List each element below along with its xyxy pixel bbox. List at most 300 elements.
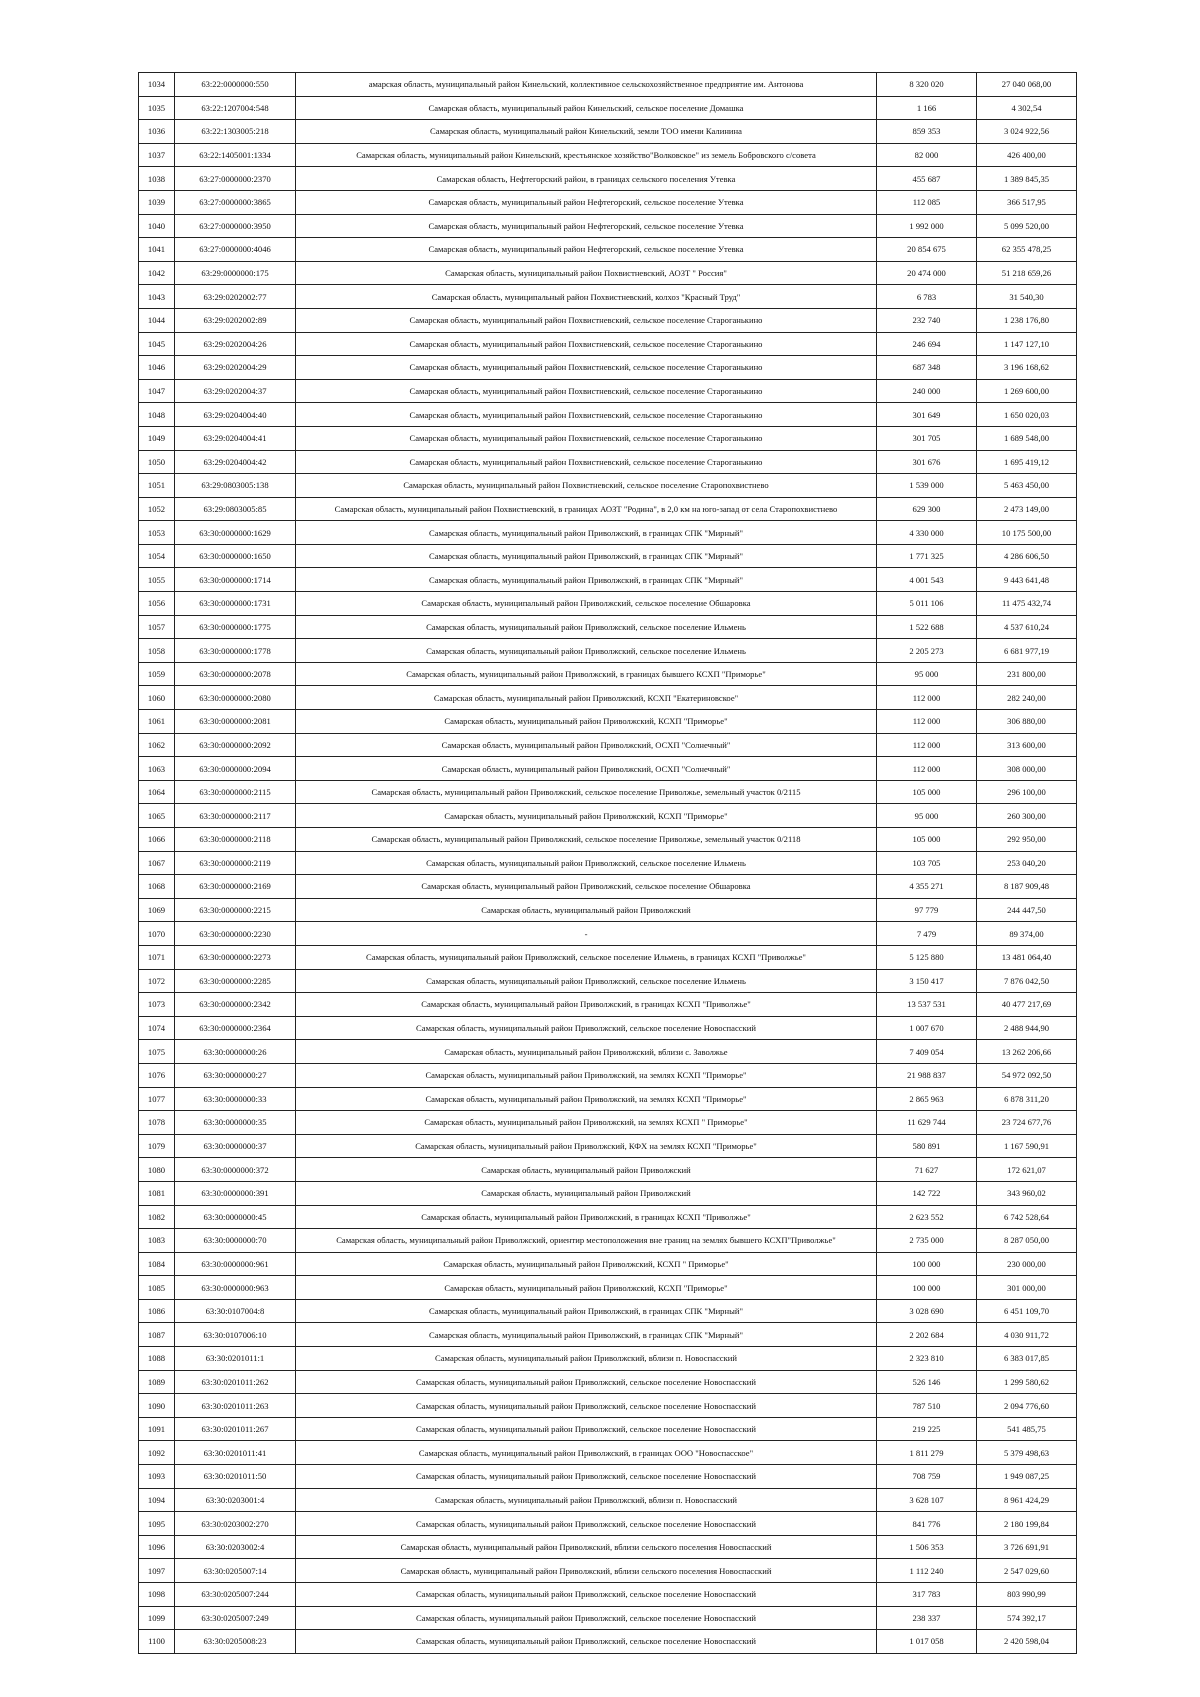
cadastral-number-cell: 63:29:0202004:29 bbox=[175, 356, 296, 380]
cadastral-value-cell: 8 961 424,29 bbox=[977, 1488, 1077, 1512]
cadastral-number-cell: 63:30:0000000:1714 bbox=[175, 568, 296, 592]
table-row bbox=[139, 1323, 1077, 1347]
cadastral-value-cell: 1 389 845,35 bbox=[977, 167, 1077, 191]
cadastral-number-cell: 63:30:0000000:45 bbox=[175, 1205, 296, 1229]
table-row bbox=[139, 450, 1077, 474]
area-cell: 1 506 353 bbox=[877, 1535, 977, 1559]
row-number-cell: 1069 bbox=[139, 898, 175, 922]
table-row bbox=[139, 285, 1077, 309]
cadastral-number-cell: 63:30:0000000:2115 bbox=[175, 780, 296, 804]
area-cell: 301 649 bbox=[877, 403, 977, 427]
cadastral-value-cell: 8 287 050,00 bbox=[977, 1229, 1077, 1253]
cadastral-value-cell: 308 000,00 bbox=[977, 757, 1077, 781]
table-row bbox=[139, 969, 1077, 993]
row-number-cell: 1045 bbox=[139, 332, 175, 356]
row-number-cell: 1079 bbox=[139, 1134, 175, 1158]
address-cell: Самарская область, муниципальный район Приволжский, в границах СПК "Мирный" bbox=[296, 568, 877, 592]
area-cell: 317 783 bbox=[877, 1583, 977, 1607]
cadastral-number-cell: 63:30:0000000:2169 bbox=[175, 875, 296, 899]
cadastral-value-cell: 7 876 042,50 bbox=[977, 969, 1077, 993]
cadastral-value-cell: 23 724 677,76 bbox=[977, 1111, 1077, 1135]
area-cell: 82 000 bbox=[877, 143, 977, 167]
area-cell: 105 000 bbox=[877, 828, 977, 852]
address-cell: Самарская область, муниципальный район Приволжский bbox=[296, 1158, 877, 1182]
cadastral-number-cell: 63:30:0000000:1778 bbox=[175, 639, 296, 663]
cadastral-value-cell: 13 481 064,40 bbox=[977, 945, 1077, 969]
table-row bbox=[139, 1063, 1077, 1087]
cadastral-value-cell: 2 547 029,60 bbox=[977, 1559, 1077, 1583]
area-cell: 1 112 240 bbox=[877, 1559, 977, 1583]
cadastral-number-cell: 63:29:0204004:40 bbox=[175, 403, 296, 427]
address-cell: Самарская область, муниципальный район Приволжский, сельское поселение Ильмень bbox=[296, 969, 877, 993]
address-cell: Самарская область, муниципальный район Приволжский, в границах КСХП "Приволжье" bbox=[296, 993, 877, 1017]
cadastral-number-cell: 63:30:0000000:1775 bbox=[175, 615, 296, 639]
table-row bbox=[139, 497, 1077, 521]
table-row bbox=[139, 1488, 1077, 1512]
row-number-cell: 1046 bbox=[139, 356, 175, 380]
area-cell: 2 205 273 bbox=[877, 639, 977, 663]
address-cell: Самарская область, муниципальный район Приволжский, на землях КСХП " Приморье" bbox=[296, 1111, 877, 1135]
row-number-cell: 1087 bbox=[139, 1323, 175, 1347]
table-row bbox=[139, 426, 1077, 450]
cadastral-number-cell: 63:30:0000000:70 bbox=[175, 1229, 296, 1253]
cadastral-number-cell: 63:30:0201011:50 bbox=[175, 1465, 296, 1489]
address-cell: Самарская область, муниципальный район Похвистневский, в границах АОЗТ "Родина", в 2,0 км на юго-запад от села Старопохвистнево bbox=[296, 497, 877, 521]
cadastral-value-cell: 2 180 199,84 bbox=[977, 1512, 1077, 1536]
table-row bbox=[139, 96, 1077, 120]
row-number-cell: 1070 bbox=[139, 922, 175, 946]
cadastral-value-cell: 313 600,00 bbox=[977, 733, 1077, 757]
address-cell: Самарская область, муниципальный район Похвистневский, сельское поселение Староганькино bbox=[296, 403, 877, 427]
row-number-cell: 1078 bbox=[139, 1111, 175, 1135]
area-cell: 841 776 bbox=[877, 1512, 977, 1536]
row-number-cell: 1093 bbox=[139, 1465, 175, 1489]
row-number-cell: 1044 bbox=[139, 308, 175, 332]
cadastral-value-cell: 6 451 109,70 bbox=[977, 1299, 1077, 1323]
area-cell: 13 537 531 bbox=[877, 993, 977, 1017]
cadastral-value-cell: 89 374,00 bbox=[977, 922, 1077, 946]
table-row bbox=[139, 828, 1077, 852]
address-cell: Самарская область, муниципальный район Похвистневский, сельское поселение Староганькино bbox=[296, 450, 877, 474]
address-cell: Самарская область, муниципальный район Приволжский, сельское поселение Обшаровка bbox=[296, 875, 877, 899]
cadastral-value-cell: 301 000,00 bbox=[977, 1276, 1077, 1300]
row-number-cell: 1047 bbox=[139, 379, 175, 403]
address-cell: Самарская область, муниципальный район Приволжский, ориентир местоположения вне границ на землях бывшего КСХП"Приволжье" bbox=[296, 1229, 877, 1253]
cadastral-value-cell: 8 187 909,48 bbox=[977, 875, 1077, 899]
area-cell: 240 000 bbox=[877, 379, 977, 403]
cadastral-value-cell: 574 392,17 bbox=[977, 1606, 1077, 1630]
table-row bbox=[139, 120, 1077, 144]
table-row bbox=[139, 1229, 1077, 1253]
cadastral-number-cell: 63:30:0201011:41 bbox=[175, 1441, 296, 1465]
address-cell: Самарская область, муниципальный район Приволжский, вблизи сельского поселения Новоспасский bbox=[296, 1559, 877, 1583]
table-row bbox=[139, 1370, 1077, 1394]
area-cell: 112 000 bbox=[877, 686, 977, 710]
area-cell: 112 000 bbox=[877, 710, 977, 734]
cadastral-value-cell: 31 540,30 bbox=[977, 285, 1077, 309]
row-number-cell: 1054 bbox=[139, 544, 175, 568]
table-row bbox=[139, 1465, 1077, 1489]
area-cell: 4 330 000 bbox=[877, 521, 977, 545]
area-cell: 2 202 684 bbox=[877, 1323, 977, 1347]
cadastral-number-cell: 63:30:0000000:27 bbox=[175, 1063, 296, 1087]
cadastral-number-cell: 63:30:0000000:2285 bbox=[175, 969, 296, 993]
area-cell: 580 891 bbox=[877, 1134, 977, 1158]
area-cell: 219 225 bbox=[877, 1417, 977, 1441]
cadastral-number-cell: 63:30:0107004:8 bbox=[175, 1299, 296, 1323]
table-row bbox=[139, 662, 1077, 686]
cadastral-value-cell: 1 147 127,10 bbox=[977, 332, 1077, 356]
address-cell: Самарская область, муниципальный район Похвистневский, сельское поселение Старопохвистнево bbox=[296, 474, 877, 498]
cadastral-number-cell: 63:30:0205007:244 bbox=[175, 1583, 296, 1607]
address-cell: Самарская область, муниципальный район Приволжский, вблизи с. Заволжье bbox=[296, 1040, 877, 1064]
area-cell: 95 000 bbox=[877, 662, 977, 686]
cadastral-value-cell: 2 094 776,60 bbox=[977, 1394, 1077, 1418]
table-row bbox=[139, 804, 1077, 828]
cadastral-number-cell: 63:30:0000000:2230 bbox=[175, 922, 296, 946]
row-number-cell: 1040 bbox=[139, 214, 175, 238]
row-number-cell: 1041 bbox=[139, 238, 175, 262]
cadastral-value-cell: 1 299 580,62 bbox=[977, 1370, 1077, 1394]
row-number-cell: 1065 bbox=[139, 804, 175, 828]
table-row bbox=[139, 1040, 1077, 1064]
table-row bbox=[139, 474, 1077, 498]
area-cell: 787 510 bbox=[877, 1394, 977, 1418]
area-cell: 1 166 bbox=[877, 96, 977, 120]
row-number-cell: 1096 bbox=[139, 1535, 175, 1559]
cadastral-number-cell: 63:30:0000000:2080 bbox=[175, 686, 296, 710]
area-cell: 1 017 058 bbox=[877, 1630, 977, 1654]
area-cell: 455 687 bbox=[877, 167, 977, 191]
cadastral-number-cell: 63:30:0000000:2081 bbox=[175, 710, 296, 734]
table-row bbox=[139, 1158, 1077, 1182]
cadastral-value-cell: 282 240,00 bbox=[977, 686, 1077, 710]
cadastral-value-cell: 5 463 450,00 bbox=[977, 474, 1077, 498]
cadastral-value-cell: 260 300,00 bbox=[977, 804, 1077, 828]
table-row bbox=[139, 733, 1077, 757]
row-number-cell: 1080 bbox=[139, 1158, 175, 1182]
cadastral-number-cell: 63:30:0000000:26 bbox=[175, 1040, 296, 1064]
address-cell: Самарская область, муниципальный район Похвистневский, АОЗТ " Россия" bbox=[296, 261, 877, 285]
area-cell: 687 348 bbox=[877, 356, 977, 380]
row-number-cell: 1077 bbox=[139, 1087, 175, 1111]
cadastral-number-cell: 63:30:0000000:2364 bbox=[175, 1016, 296, 1040]
area-cell: 859 353 bbox=[877, 120, 977, 144]
cadastral-value-cell: 6 742 528,64 bbox=[977, 1205, 1077, 1229]
table-row bbox=[139, 1512, 1077, 1536]
cadastral-number-cell: 63:22:1207004:548 bbox=[175, 96, 296, 120]
address-cell: Самарская область, муниципальный район Приволжский, сельское поселение Новоспасский bbox=[296, 1512, 877, 1536]
cadastral-number-cell: 63:30:0203002:270 bbox=[175, 1512, 296, 1536]
cadastral-value-cell: 426 400,00 bbox=[977, 143, 1077, 167]
row-number-cell: 1064 bbox=[139, 780, 175, 804]
area-cell: 7 409 054 bbox=[877, 1040, 977, 1064]
table-row bbox=[139, 686, 1077, 710]
area-cell: 3 628 107 bbox=[877, 1488, 977, 1512]
row-number-cell: 1066 bbox=[139, 828, 175, 852]
land-registry-table bbox=[138, 72, 1077, 1654]
row-number-cell: 1073 bbox=[139, 993, 175, 1017]
row-number-cell: 1059 bbox=[139, 662, 175, 686]
table-row bbox=[139, 1181, 1077, 1205]
address-cell: Самарская область, муниципальный район Приволжский, на землях КСХП "Приморье" bbox=[296, 1063, 877, 1087]
address-cell: Самарская область, муниципальный район Приволжский, на землях КСХП "Приморье" bbox=[296, 1087, 877, 1111]
table-row bbox=[139, 238, 1077, 262]
row-number-cell: 1061 bbox=[139, 710, 175, 734]
row-number-cell: 1035 bbox=[139, 96, 175, 120]
address-cell: Самарская область, муниципальный район Приволжский, в границах СПК "Мирный" bbox=[296, 521, 877, 545]
address-cell: Самарская область, муниципальный район Приволжский, сельское поселение Новоспасский bbox=[296, 1630, 877, 1654]
table-row bbox=[139, 1417, 1077, 1441]
address-cell: Самарская область, муниципальный район Похвистневский, сельское поселение Староганькино bbox=[296, 379, 877, 403]
table-row bbox=[139, 1276, 1077, 1300]
cadastral-number-cell: 63:30:0107006:10 bbox=[175, 1323, 296, 1347]
table-row bbox=[139, 1394, 1077, 1418]
area-cell: 232 740 bbox=[877, 308, 977, 332]
address-cell: Самарская область, муниципальный район Нефтегорский, сельское поселение Утевка bbox=[296, 190, 877, 214]
cadastral-number-cell: 63:30:0000000:1650 bbox=[175, 544, 296, 568]
cadastral-value-cell: 296 100,00 bbox=[977, 780, 1077, 804]
area-cell: 105 000 bbox=[877, 780, 977, 804]
cadastral-number-cell: 63:29:0202004:37 bbox=[175, 379, 296, 403]
address-cell: Самарская область, муниципальный район Приволжский, в границах СПК "Мирный" bbox=[296, 1323, 877, 1347]
cadastral-number-cell: 63:30:0000000:2342 bbox=[175, 993, 296, 1017]
cadastral-value-cell: 172 621,07 bbox=[977, 1158, 1077, 1182]
row-number-cell: 1095 bbox=[139, 1512, 175, 1536]
address-cell: Самарская область, муниципальный район Кинельский, сельское поселение Домашка bbox=[296, 96, 877, 120]
row-number-cell: 1060 bbox=[139, 686, 175, 710]
cadastral-number-cell: 63:30:0000000:1731 bbox=[175, 592, 296, 616]
area-cell: 100 000 bbox=[877, 1252, 977, 1276]
table-row bbox=[139, 922, 1077, 946]
row-number-cell: 1098 bbox=[139, 1583, 175, 1607]
row-number-cell: 1094 bbox=[139, 1488, 175, 1512]
row-number-cell: 1034 bbox=[139, 73, 175, 97]
table-row bbox=[139, 308, 1077, 332]
row-number-cell: 1053 bbox=[139, 521, 175, 545]
area-cell: 1 539 000 bbox=[877, 474, 977, 498]
cadastral-number-cell: 63:22:1303005:218 bbox=[175, 120, 296, 144]
cadastral-value-cell: 1 167 590,91 bbox=[977, 1134, 1077, 1158]
row-number-cell: 1052 bbox=[139, 497, 175, 521]
table-row bbox=[139, 332, 1077, 356]
row-number-cell: 1056 bbox=[139, 592, 175, 616]
area-cell: 112 085 bbox=[877, 190, 977, 214]
area-cell: 4 355 271 bbox=[877, 875, 977, 899]
row-number-cell: 1092 bbox=[139, 1441, 175, 1465]
area-cell: 103 705 bbox=[877, 851, 977, 875]
cadastral-number-cell: 63:30:0000000:2118 bbox=[175, 828, 296, 852]
cadastral-number-cell: 63:30:0000000:2078 bbox=[175, 662, 296, 686]
address-cell: Самарская область, муниципальный район Приволжский, КСХП " Приморье" bbox=[296, 1252, 877, 1276]
area-cell: 11 629 744 bbox=[877, 1111, 977, 1135]
row-number-cell: 1072 bbox=[139, 969, 175, 993]
row-number-cell: 1062 bbox=[139, 733, 175, 757]
cadastral-number-cell: 63:30:0000000:33 bbox=[175, 1087, 296, 1111]
table-row bbox=[139, 1535, 1077, 1559]
area-cell: 4 001 543 bbox=[877, 568, 977, 592]
cadastral-value-cell: 27 040 068,00 bbox=[977, 73, 1077, 97]
cadastral-number-cell: 63:27:0000000:3950 bbox=[175, 214, 296, 238]
cadastral-value-cell: 292 950,00 bbox=[977, 828, 1077, 852]
cadastral-value-cell: 343 960,02 bbox=[977, 1181, 1077, 1205]
row-number-cell: 1071 bbox=[139, 945, 175, 969]
address-cell: Самарская область, муниципальный район Приволжский, сельское поселение Обшаровка bbox=[296, 592, 877, 616]
table-row bbox=[139, 757, 1077, 781]
cadastral-number-cell: 63:30:0000000:372 bbox=[175, 1158, 296, 1182]
cadastral-value-cell: 1 949 087,25 bbox=[977, 1465, 1077, 1489]
row-number-cell: 1086 bbox=[139, 1299, 175, 1323]
cadastral-value-cell: 1 650 020,03 bbox=[977, 403, 1077, 427]
area-cell: 142 722 bbox=[877, 1181, 977, 1205]
table-row bbox=[139, 993, 1077, 1017]
row-number-cell: 1039 bbox=[139, 190, 175, 214]
cadastral-number-cell: 63:22:1405001:1334 bbox=[175, 143, 296, 167]
cadastral-value-cell: 253 040,20 bbox=[977, 851, 1077, 875]
area-cell: 526 146 bbox=[877, 1370, 977, 1394]
address-cell: Самарская область, муниципальный район Приволжский, в границах СПК "Мирный" bbox=[296, 1299, 877, 1323]
row-number-cell: 1048 bbox=[139, 403, 175, 427]
cadastral-number-cell: 63:30:0000000:2119 bbox=[175, 851, 296, 875]
cadastral-number-cell: 63:30:0000000:35 bbox=[175, 1111, 296, 1135]
address-cell: Самарская область, муниципальный район Приволжский, сельское поселение Новоспасский bbox=[296, 1417, 877, 1441]
address-cell: Самарская область, муниципальный район Приволжский, сельское поселение Ильмень bbox=[296, 639, 877, 663]
table-row bbox=[139, 615, 1077, 639]
table-row bbox=[139, 1299, 1077, 1323]
cadastral-value-cell: 231 800,00 bbox=[977, 662, 1077, 686]
address-cell: амарская область, муниципальный район Кинельский, коллективное сельскохозяйственное предприятие им. Антонова bbox=[296, 73, 877, 97]
cadastral-number-cell: 63:22:0000000:550 bbox=[175, 73, 296, 97]
cadastral-value-cell: 306 880,00 bbox=[977, 710, 1077, 734]
table-row bbox=[139, 544, 1077, 568]
area-cell: 2 323 810 bbox=[877, 1347, 977, 1371]
cadastral-number-cell: 63:29:0803005:85 bbox=[175, 497, 296, 521]
address-cell: Самарская область, муниципальный район Приволжский, ОСХП "Солнечный" bbox=[296, 733, 877, 757]
table-row bbox=[139, 143, 1077, 167]
cadastral-value-cell: 9 443 641,48 bbox=[977, 568, 1077, 592]
cadastral-number-cell: 63:30:0201011:263 bbox=[175, 1394, 296, 1418]
cadastral-value-cell: 1 269 600,00 bbox=[977, 379, 1077, 403]
cadastral-value-cell: 1 238 176,80 bbox=[977, 308, 1077, 332]
address-cell: Самарская область, муниципальный район Приволжский, сельское поселение Новоспасский bbox=[296, 1016, 877, 1040]
area-cell: 6 783 bbox=[877, 285, 977, 309]
row-number-cell: 1088 bbox=[139, 1347, 175, 1371]
table-row bbox=[139, 167, 1077, 191]
row-number-cell: 1038 bbox=[139, 167, 175, 191]
cadastral-value-cell: 2 473 149,00 bbox=[977, 497, 1077, 521]
address-cell: Самарская область, муниципальный район Приволжский, сельское поселение Приволжье, земельный участок 0/2118 bbox=[296, 828, 877, 852]
cadastral-number-cell: 63:30:0000000:963 bbox=[175, 1276, 296, 1300]
address-cell: Самарская область, муниципальный район Приволжский, вблизи п. Новоспасский bbox=[296, 1347, 877, 1371]
area-cell: 21 988 837 bbox=[877, 1063, 977, 1087]
row-number-cell: 1049 bbox=[139, 426, 175, 450]
cadastral-number-cell: 63:30:0205007:249 bbox=[175, 1606, 296, 1630]
table-row bbox=[139, 1087, 1077, 1111]
cadastral-value-cell: 4 286 606,50 bbox=[977, 544, 1077, 568]
address-cell: Самарская область, муниципальный район Приволжский, в границах ООО "Новоспасское" bbox=[296, 1441, 877, 1465]
area-cell: 3 028 690 bbox=[877, 1299, 977, 1323]
address-cell: Самарская область, муниципальный район Нефтегорский, сельское поселение Утевка bbox=[296, 214, 877, 238]
cadastral-value-cell: 6 681 977,19 bbox=[977, 639, 1077, 663]
cadastral-value-cell: 2 420 598,04 bbox=[977, 1630, 1077, 1654]
address-cell: Самарская область, муниципальный район Приволжский, ОСХП "Солнечный" bbox=[296, 757, 877, 781]
cadastral-value-cell: 244 447,50 bbox=[977, 898, 1077, 922]
cadastral-number-cell: 63:30:0000000:391 bbox=[175, 1181, 296, 1205]
cadastral-value-cell: 3 196 168,62 bbox=[977, 356, 1077, 380]
table-row bbox=[139, 592, 1077, 616]
address-cell: Самарская область, муниципальный район Приволжский, в границах бывшего КСХП "Приморье" bbox=[296, 662, 877, 686]
area-cell: 5 125 880 bbox=[877, 945, 977, 969]
table-row bbox=[139, 1441, 1077, 1465]
cadastral-number-cell: 63:30:0000000:961 bbox=[175, 1252, 296, 1276]
cadastral-number-cell: 63:29:0204004:42 bbox=[175, 450, 296, 474]
row-number-cell: 1051 bbox=[139, 474, 175, 498]
area-cell: 112 000 bbox=[877, 733, 977, 757]
cadastral-value-cell: 10 175 500,00 bbox=[977, 521, 1077, 545]
row-number-cell: 1099 bbox=[139, 1606, 175, 1630]
cadastral-number-cell: 63:27:0000000:2370 bbox=[175, 167, 296, 191]
cadastral-value-cell: 6 383 017,85 bbox=[977, 1347, 1077, 1371]
address-cell: Самарская область, муниципальный район Нефтегорский, сельское поселение Утевка bbox=[296, 238, 877, 262]
cadastral-value-cell: 5 099 520,00 bbox=[977, 214, 1077, 238]
cadastral-number-cell: 63:30:0201011:267 bbox=[175, 1417, 296, 1441]
cadastral-number-cell: 63:29:0202004:26 bbox=[175, 332, 296, 356]
area-cell: 3 150 417 bbox=[877, 969, 977, 993]
table-row bbox=[139, 710, 1077, 734]
address-cell: Самарская область, муниципальный район Приволжский, сельское поселение Ильмень, в границах КСХП "Приволжье" bbox=[296, 945, 877, 969]
cadastral-value-cell: 5 379 498,63 bbox=[977, 1441, 1077, 1465]
table-row bbox=[139, 214, 1077, 238]
cadastral-number-cell: 63:30:0000000:1629 bbox=[175, 521, 296, 545]
area-cell: 629 300 bbox=[877, 497, 977, 521]
cadastral-value-cell: 3 024 922,56 bbox=[977, 120, 1077, 144]
cadastral-number-cell: 63:29:0202002:77 bbox=[175, 285, 296, 309]
row-number-cell: 1057 bbox=[139, 615, 175, 639]
area-cell: 2 735 000 bbox=[877, 1229, 977, 1253]
address-cell: Самарская область, муниципальный район Приволжский, сельское поселение Ильмень bbox=[296, 851, 877, 875]
area-cell: 7 479 bbox=[877, 922, 977, 946]
row-number-cell: 1037 bbox=[139, 143, 175, 167]
cadastral-value-cell: 11 475 432,74 bbox=[977, 592, 1077, 616]
cadastral-number-cell: 63:29:0803005:138 bbox=[175, 474, 296, 498]
row-number-cell: 1075 bbox=[139, 1040, 175, 1064]
area-cell: 238 337 bbox=[877, 1606, 977, 1630]
address-cell: Самарская область, муниципальный район Приволжский, сельское поселение Новоспасский bbox=[296, 1606, 877, 1630]
row-number-cell: 1055 bbox=[139, 568, 175, 592]
row-number-cell: 1089 bbox=[139, 1370, 175, 1394]
cadastral-number-cell: 63:27:0000000:3865 bbox=[175, 190, 296, 214]
table-row bbox=[139, 1559, 1077, 1583]
cadastral-value-cell: 51 218 659,26 bbox=[977, 261, 1077, 285]
address-cell: - bbox=[296, 922, 877, 946]
row-number-cell: 1058 bbox=[139, 639, 175, 663]
table-row bbox=[139, 521, 1077, 545]
area-cell: 20 854 675 bbox=[877, 238, 977, 262]
row-number-cell: 1068 bbox=[139, 875, 175, 899]
row-number-cell: 1076 bbox=[139, 1063, 175, 1087]
address-cell: Самарская область, муниципальный район Похвистневский, сельское поселение Староганькино bbox=[296, 332, 877, 356]
area-cell: 95 000 bbox=[877, 804, 977, 828]
cadastral-value-cell: 13 262 206,66 bbox=[977, 1040, 1077, 1064]
row-number-cell: 1063 bbox=[139, 757, 175, 781]
row-number-cell: 1082 bbox=[139, 1205, 175, 1229]
table-row bbox=[139, 568, 1077, 592]
cadastral-number-cell: 63:29:0202002:89 bbox=[175, 308, 296, 332]
address-cell: Самарская область, муниципальный район Приволжский, КФХ на землях КСХП "Приморье" bbox=[296, 1134, 877, 1158]
address-cell: Самарская область, муниципальный район Приволжский, сельское поселение Новоспасский bbox=[296, 1465, 877, 1489]
area-cell: 97 779 bbox=[877, 898, 977, 922]
area-cell: 708 759 bbox=[877, 1465, 977, 1489]
